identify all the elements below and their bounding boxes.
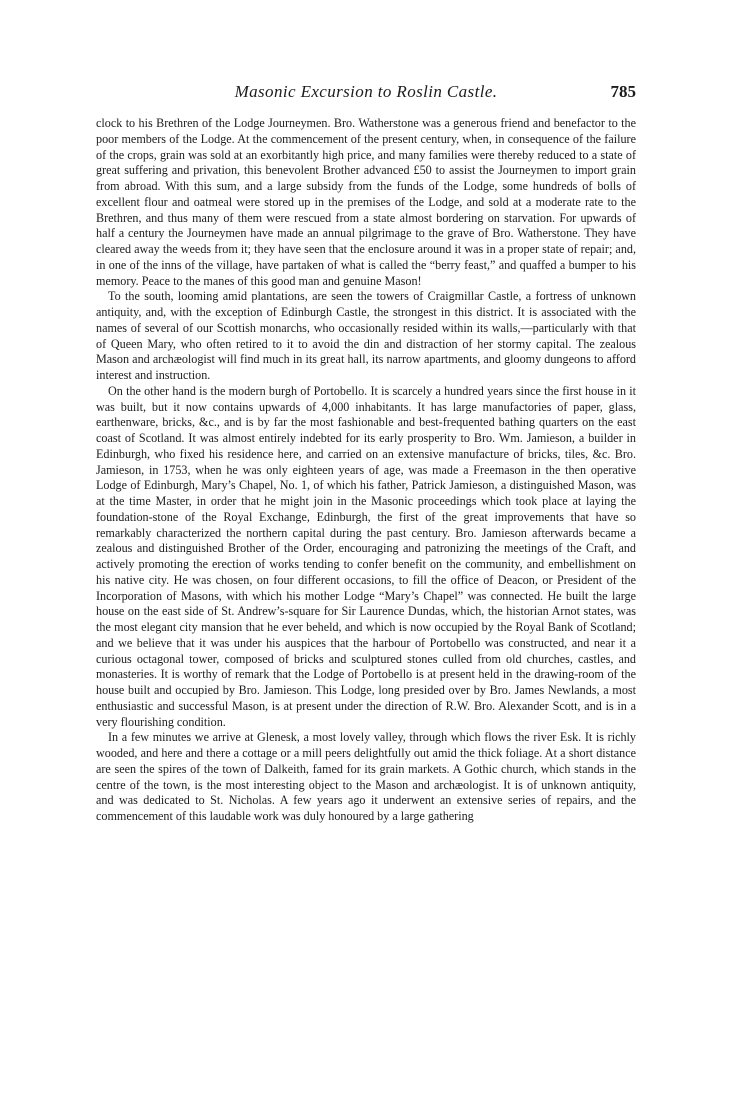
paragraph-watherstone: clock to his Brethren of the Lodge Journeymen. Bro. Watherstone was a generous friend and benefactor to the poor members of the Lodge. At the commencement of the present century, when, in consequence of the failure of the crops, grain was sold at an exorbitantly high price, and many families were thereby reduced to a state of great suffering and privation, this benevolent Brother advanced £50 to assist the Journeymen to import grain from abroad. With this sum, and a large subsidy from the funds of the Lodge, some hundreds of bolls of excellent flour and oatmeal were stored up in the premises of the Lodge, and sold at a moderate rate to the Brethren, and thus many of them were rescued from a state almost bordering on starvation. For upwards of half a century the Journeymen have made an annual pilgrimage to the grave of Bro. Watherstone. They have cleared away the weeds from it; they have seen that the enclosure around it was in a proper state of repair; and, in one of the inns of the village, have partaken of what is called the “berry feast,” and quaffed a bumper to his memory. Peace to the manes of this good man and genuine Mason!	[96, 116, 636, 288]
paragraph-craigmillar: To the south, looming amid plantations, are seen the towers of Craigmillar Castle, a fortress of unknown antiquity, and, with the exception of Edinburgh Castle, the strongest in this district. It is associated with the names of several of our Scottish monarchs, who occasionally resided within its walls,—particularly with that of Queen Mary, who often retired to it to avoid the din and distraction of her stormy capital. The zealous Mason and archæologist will find much in its great hall, its narrow apartments, and gloomy dungeons to afford interest and instruction.	[96, 289, 636, 382]
document-page	[96, 82, 636, 1082]
body-text	[96, 116, 636, 825]
running-head	[96, 82, 636, 110]
page-number: 785	[610, 82, 636, 101]
paragraph-glenesk: In a few minutes we arrive at Glenesk, a most lovely valley, through which flows the river Esk. It is richly wooded, and here and there a cottage or a mill peers delightfully out amid the thick foliage. At a short distance are seen the spires of the town of Dalkeith, famed for its grain markets. A Gothic church, which stands in the centre of the town, is the most interesting object to the Mason and archæologist. It is of unknown antiquity, and was dedicated to St. Nicholas. A few years ago it underwent an extensive series of repairs, and the commencement of this laudable work was duly honoured by a large gathering	[96, 730, 636, 823]
paragraph-portobello: On the other hand is the modern burgh of Portobello. It is scarcely a hundred years since the first house in it was built, but it now contains upwards of 4,000 inhabitants. It has large manufactories of paper, glass, earthenware, bricks, &c., and is by far the most fashionable and best-frequented bathing quarters on the east coast of Scotland. It was almost entirely indebted for its early prosperity to Bro. Wm. Jamieson, a builder in Edinburgh, who fixed his residence here, and carried on an extensive manufacture of bricks, tiles, &c. Bro. Jamieson, in 1753, when he was only eighteen years of age, was made a Freemason in the then operative Lodge of Edinburgh, Mary’s Chapel, No. 1, of which his father, Patrick Jamieson, a distinguished Mason, was at the time Master, in order that he might join in the Masonic proceedings which took place at laying the foundation-stone of the Royal Exchange, Edinburgh, the first of the great improvements that have so remarkably characterized the northern capital during the past century. Bro. Jamieson afterwards became a zealous and distinguished Brother of the Order, encouraging and patronizing the meetings of the Craft, and actively promoting the erection of works tending to confer benefit on the community, and embellishment on his native city. He was chosen, on four different occasions, to fill the office of Deacon, or President of the Incorporation of Masons, with which his mother Lodge “Mary’s Chapel” was connected. He built the large house on the east side of St. Andrew’s-square for Sir Laurence Dundas, which, the historian Arnot states, was the most elegant city mansion that he ever beheld, and which is now occupied by the Royal Bank of Scotland; and we believe that it was under his auspices that the harbour of Portobello was constructed, and near it a curious octagonal tower, composed of bricks and sculptured stones culled from old churches, castles, and monasteries. It is worthy of remark that the Lodge of Portobello is at present held in the drawing-room of the house built and occupied by Bro. Jamieson. This Lodge, long presided over by Bro. James Newlands, a most enthusiastic and successful Mason, is at present under the direction of R.W. Bro. Alexander Scott, and is in a very flourishing condition.	[96, 383, 636, 729]
running-title: Masonic Excursion to Roslin Castle.	[234, 82, 498, 101]
